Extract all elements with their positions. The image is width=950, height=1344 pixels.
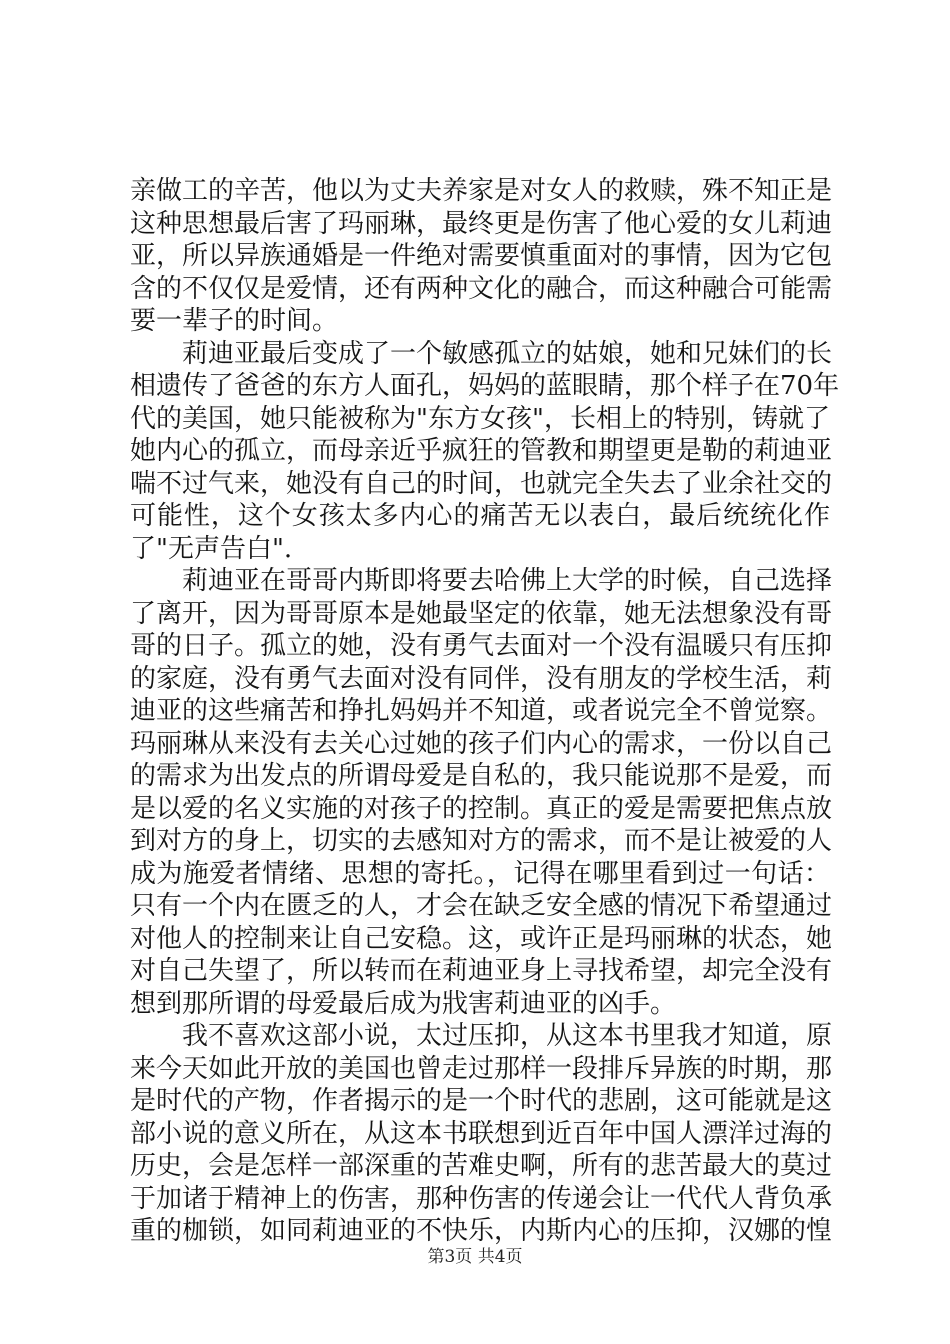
text-line: 她内心的孤立，而母亲近乎疯狂的管教和期望更是勒的莉迪亚 bbox=[130, 436, 833, 466]
text-line: 迪亚的这些痛苦和挣扎妈妈并不知道，或者说完全不曾觉察。 bbox=[130, 696, 833, 726]
text-line: 这种思想最后害了玛丽琳，最终更是伤害了他心爱的女儿莉迪 bbox=[130, 209, 833, 239]
text-line: 我不喜欢这部小说，太过压抑，从这本书里我才知道，原 bbox=[130, 1021, 833, 1051]
text-line: 是以爱的名义实施的对孩子的控制。真正的爱是需要把焦点放 bbox=[130, 794, 833, 824]
text-line: 玛丽琳从来没有去关心过她的孩子们内心的需求，一份以自己 bbox=[130, 729, 833, 759]
text-line: 想到那所谓的母爱最后成为戕害莉迪亚的凶手。 bbox=[130, 989, 677, 1019]
text-line: 莉迪亚在哥哥内斯即将要去哈佛上大学的时候，自己选择 bbox=[130, 566, 833, 596]
text-line: 亚，所以异族通婚是一件绝对需要慎重面对的事情，因为它包 bbox=[130, 241, 833, 271]
text-line: 对他人的控制来让自己安稳。这，或许正是玛丽琳的状态，她 bbox=[130, 924, 833, 954]
text-line: 成为施爱者情绪、思想的寄托。，记得在哪里看到过一句话： bbox=[130, 859, 830, 889]
page-number-footer: 第3页 共4页 bbox=[427, 1247, 523, 1267]
text-line: 对自己失望了，所以转而在莉迪亚身上寻找希望，却完全没有 bbox=[130, 956, 833, 986]
text-line: 了"无声告白". bbox=[130, 534, 293, 564]
text-line: 到对方的身上，切实的去感知对方的需求，而不是让被爱的人 bbox=[130, 826, 833, 856]
text-line: 历史，会是怎样一部深重的苦难史啊，所有的悲苦最大的莫过 bbox=[130, 1151, 833, 1181]
text-line: 来今天如此开放的美国也曾走过那样一段排斥异族的时期，那 bbox=[130, 1054, 833, 1084]
text-line: 的需求为出发点的所谓母爱是自私的，我只能说那不是爱，而 bbox=[130, 761, 833, 791]
text-line: 可能性，这个女孩太多内心的痛苦无以表白，最后统统化作 bbox=[130, 501, 830, 531]
text-line: 于加诸于精神上的伤害，那种伤害的传递会让一代代人背负承 bbox=[130, 1184, 833, 1214]
text-line: 亲做工的辛苦，他以为丈夫养家是对女人的救赎，殊不知正是 bbox=[130, 176, 833, 206]
text-line: 重的枷锁，如同莉迪亚的不快乐，内斯内心的压抑，汉娜的惶 bbox=[130, 1216, 833, 1246]
text-line: 只有一个内在匮乏的人，才会在缺乏安全感的情况下希望通过 bbox=[130, 891, 833, 921]
text-line: 哥的日子。孤立的她，没有勇气去面对一个没有温暖只有压抑 bbox=[130, 631, 833, 661]
text-line: 了离开，因为哥哥原本是她最坚定的依靠，她无法想象没有哥 bbox=[130, 599, 833, 629]
text-line: 要一辈子的时间。 bbox=[130, 306, 339, 336]
text-line: 莉迪亚最后变成了一个敏感孤立的姑娘，她和兄妹们的长 bbox=[130, 339, 833, 369]
text-line: 是时代的产物，作者揭示的是一个时代的悲剧，这可能就是这 bbox=[130, 1086, 833, 1116]
text-line: 含的不仅仅是爱情，还有两种文化的融合，而这种融合可能需 bbox=[130, 274, 833, 304]
text-line: 相遗传了爸爸的东方人面孔，妈妈的蓝眼睛，那个样子在70年 bbox=[130, 371, 840, 401]
text-line: 喘不过气来，她没有自己的时间，也就完全失去了业余社交的 bbox=[130, 469, 833, 499]
text-line: 部小说的意义所在，从这本书联想到近百年中国人漂洋过海的 bbox=[130, 1119, 833, 1149]
text-line: 的家庭，没有勇气去面对没有同伴，没有朋友的学校生活，莉 bbox=[130, 664, 833, 694]
text-line: 代的美国，她只能被称为"东方女孩"，长相上的特别，铸就了 bbox=[130, 404, 830, 434]
